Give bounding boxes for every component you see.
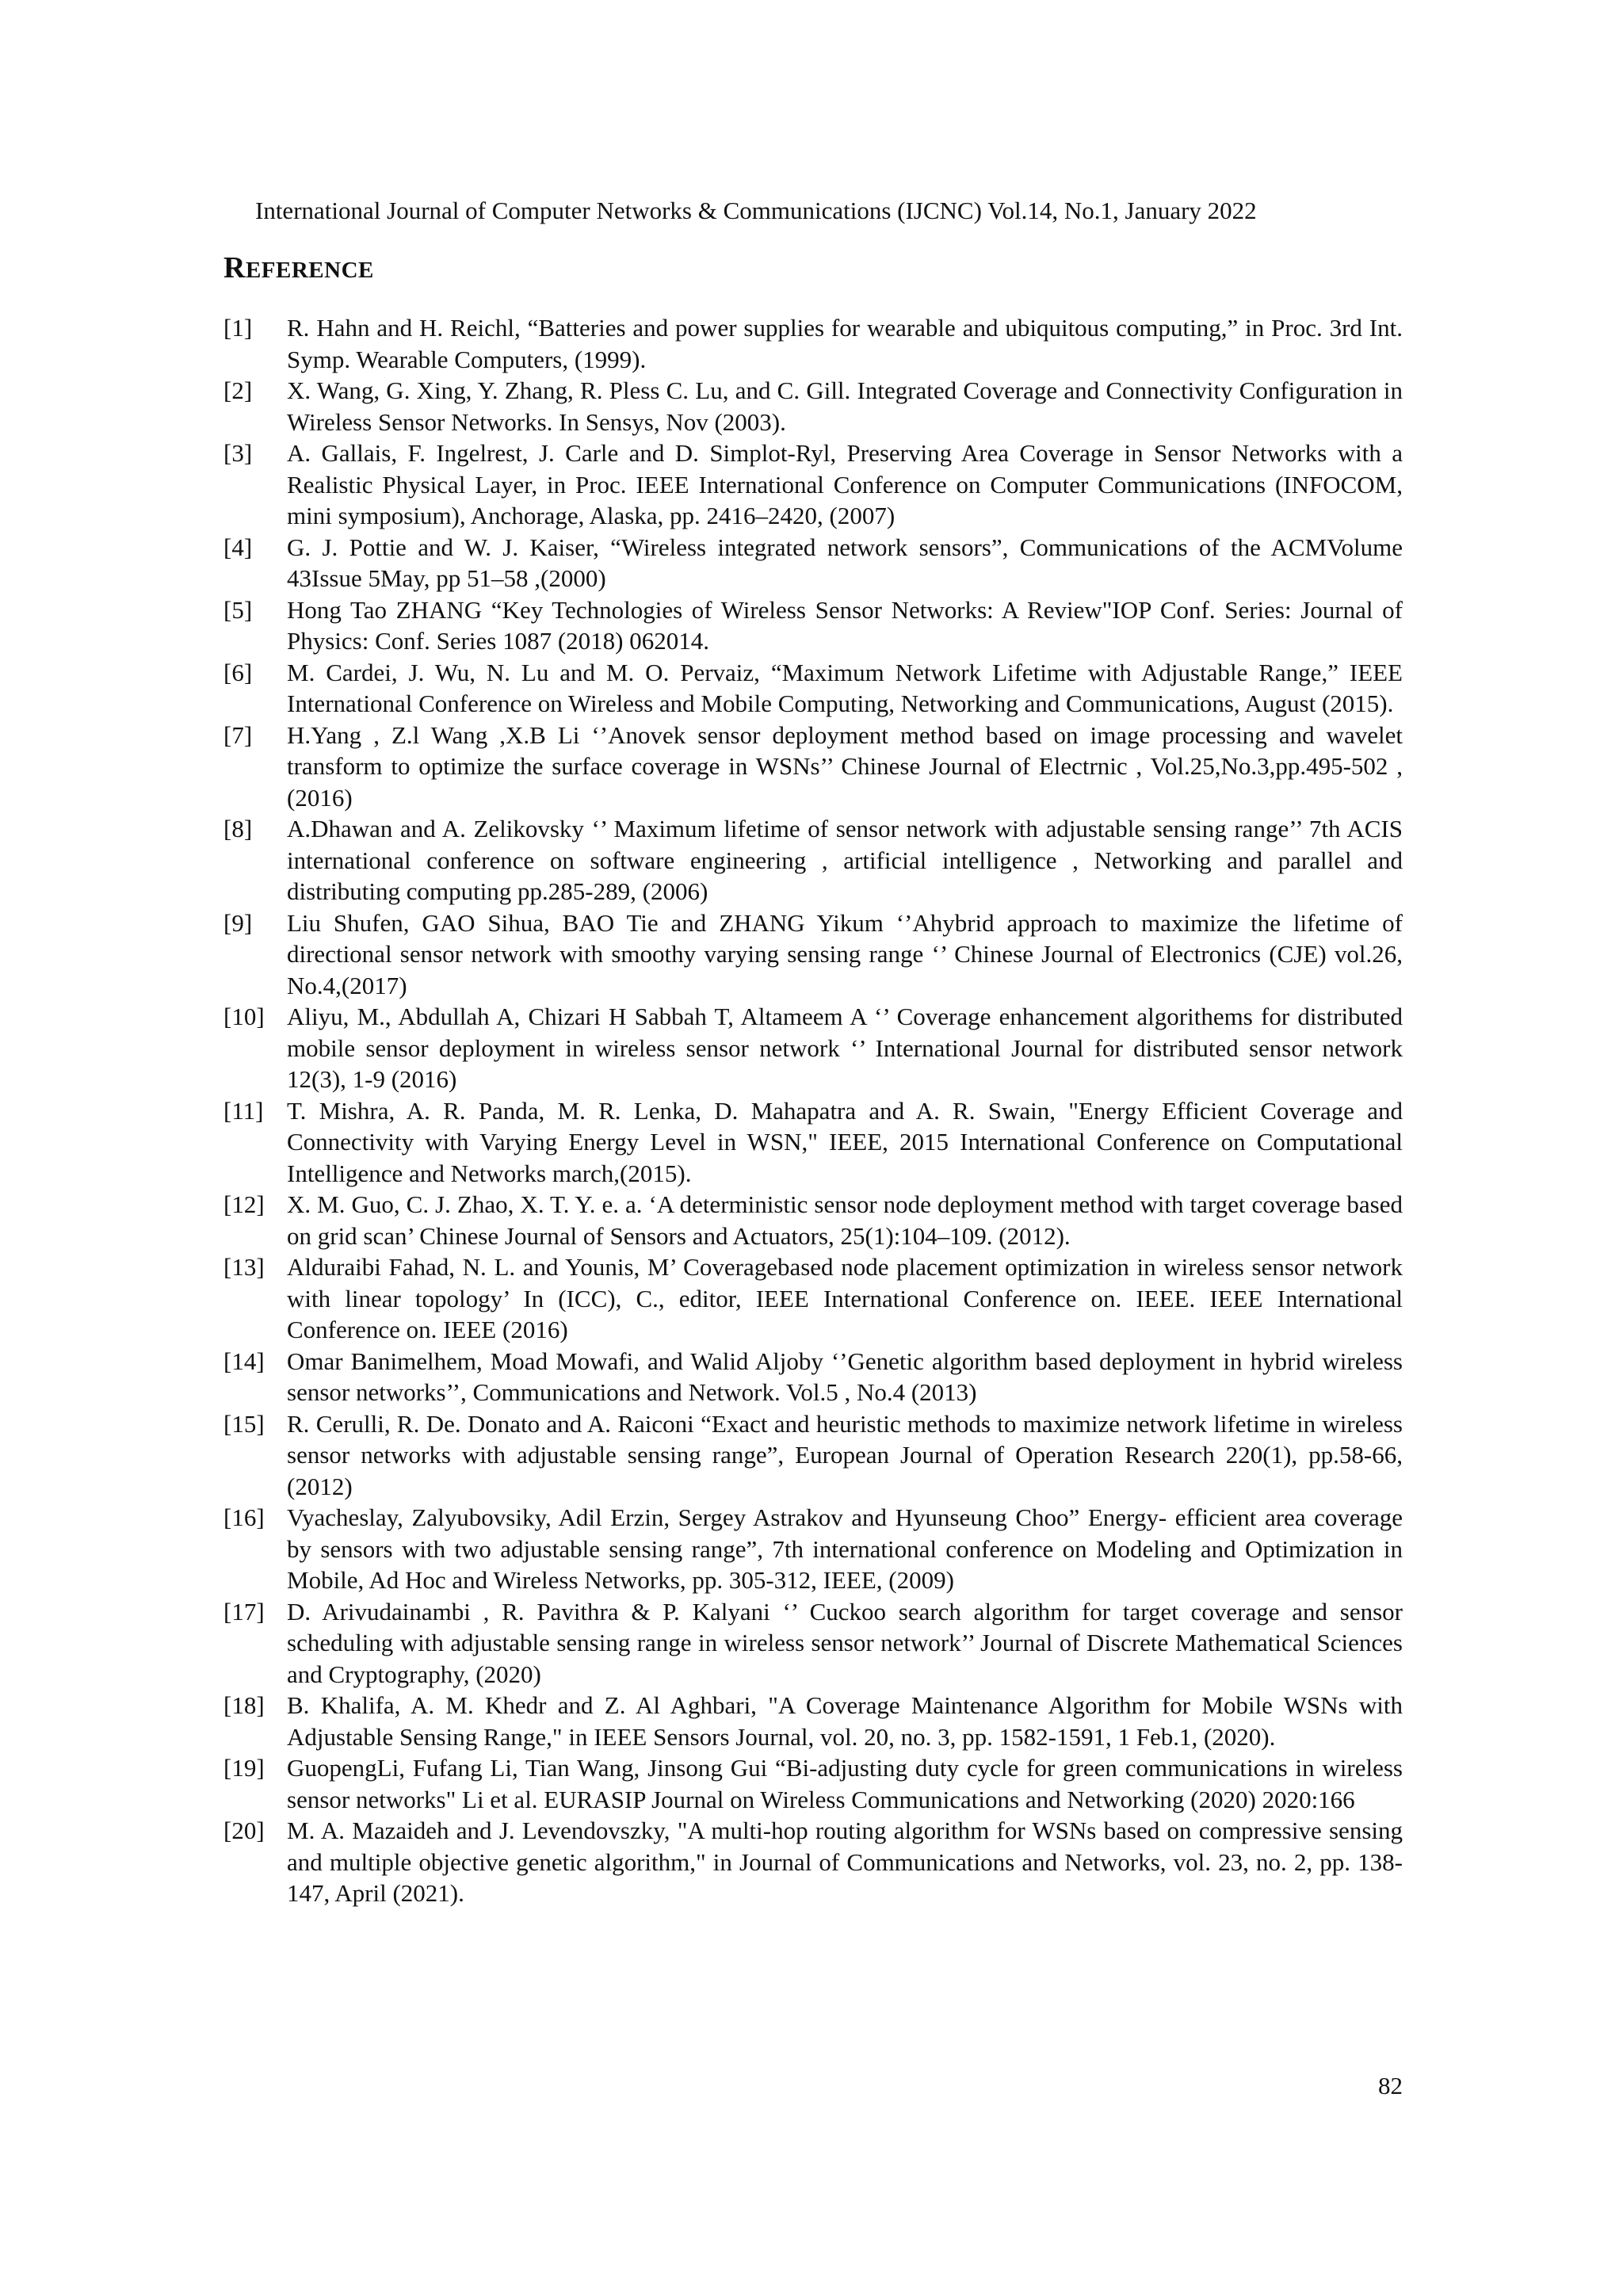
reference-text: A. Gallais, F. Ingelrest, J. Carle and D. Simplot-Ryl, Preserving Area Coverage in Sensor Networks with a Realistic Physical Layer, in Proc. IEEE International Conference on Computer Communications (INFOCOM, mini symposium), Anchorage, Alaska, pp. 2416–2420, (2007): [287, 439, 1403, 529]
reference-number: [16]: [223, 1503, 265, 1531]
reference-item: [223, 1815, 1403, 1909]
reference-number: [10]: [223, 1003, 265, 1030]
reference-number: [19]: [223, 1754, 265, 1782]
reference-text: Vyacheslay, Zalyubovsiky, Adil Erzin, Sergey Astrakov and Hyunseung Choo” Energy- efficient area coverage by sensors with two adjustable sensing range”, 7th international conference on Modeling and Optimization in Mobile, Ad Hoc and Wireless Networks, pp. 305-312, IEEE, (2009): [287, 1503, 1403, 1594]
reference-item: [223, 813, 1403, 907]
reference-number: [11]: [223, 1096, 264, 1125]
section-title-rest: EFERENCE: [245, 258, 374, 283]
reference-text: Omar Banimelhem, Moad Mowafi, and Walid Aljoby ‘’Genetic algorithm based deployment in hybrid wireless sensor networks’’, Communications and Network. Vol.5 , No.4 (2013): [287, 1347, 1403, 1406]
reference-item: [223, 907, 1403, 1002]
reference-number: [5]: [223, 595, 253, 624]
reference-item: [223, 1346, 1403, 1408]
reference-number: [6]: [223, 658, 253, 686]
reference-number: [2]: [223, 376, 253, 404]
reference-item: [223, 720, 1403, 814]
reference-number: [9]: [223, 908, 253, 937]
reference-number: [13]: [223, 1253, 265, 1281]
reference-text: H.Yang , Z.l Wang ,X.B Li ‘’Anovek sensor deployment method based on image processing and wavelet transform to optimize the surface coverage in WSNs’’ Chinese Journal of Electrnic , Vol.25,No.3,pp.495-502 , (2016): [287, 720, 1403, 812]
reference-item: [223, 1001, 1403, 1095]
reference-number: [1]: [223, 314, 253, 342]
running-header: International Journal of Computer Networks & Communications (IJCNC) Vol.14, No.1, January 2022: [255, 197, 1257, 224]
reference-item: [223, 437, 1403, 532]
reference-item: [223, 657, 1403, 720]
reference-number: [20]: [223, 1817, 265, 1844]
reference-text: D. Arivudainambi , R. Pavithra & P. Kalyani ‘’ Cuckoo search algorithm for target coverage and sensor scheduling with adjustable sensing range in wireless sensor network’’ Journal of Discrete Mathematical Sciences and Cryptography, (2020): [287, 1597, 1403, 1688]
reference-item: [223, 1095, 1403, 1190]
section-title: [223, 252, 374, 286]
reference-number: [8]: [223, 815, 253, 842]
reference-text: X. Wang, G. Xing, Y. Zhang, R. Pless C. Lu, and C. Gill. Integrated Coverage and Connectivity Configuration in Wireless Sensor Networks. In Sensys, Nov (2003).: [287, 376, 1403, 436]
reference-text: Liu Shufen, GAO Sihua, BAO Tie and ZHANG Yikum ‘’Ahybrid approach to maximize the lifetime of directional sensor network with smoothy varying sensing range ‘’ Chinese Journal of Electronics (CJE) vol.26, No.4,(2017): [287, 908, 1403, 999]
reference-number: [3]: [223, 439, 253, 467]
reference-text: M. A. Mazaideh and J. Levendovszky, "A multi-hop routing algorithm for WSNs based on compressive sensing and multiple objective genetic algorithm," in Journal of Communications and Networks, vol. 23, no. 2, pp. 138-147, April (2021).: [287, 1817, 1403, 1907]
reference-number: [17]: [223, 1597, 265, 1626]
reference-text: T. Mishra, A. R. Panda, M. R. Lenka, D. Mahapatra and A. R. Swain, "Energy Efficient Coverage and Connectivity with Varying Energy Level in WSN," IEEE, 2015 International Conference on Computational Intelligence and Networks march,(2015).: [287, 1096, 1403, 1187]
reference-number: [7]: [223, 720, 253, 749]
reference-item: [223, 312, 1403, 375]
reference-text: Aliyu, M., Abdullah A, Chizari H Sabbah T, Altameem A ‘’ Coverage enhancement algorithems for distributed mobile sensor deployment in wireless sensor network ‘’ International Journal for distributed sensor network 12(3), 1-9 (2016): [287, 1003, 1403, 1093]
reference-text: Hong Tao ZHANG “Key Technologies of Wireless Sensor Networks: A Review"IOP Conf. Series: Journal of Physics: Conf. Series 1087 (2018) 062014.: [287, 595, 1403, 655]
reference-item: [223, 532, 1403, 594]
reference-list: [223, 312, 1403, 1909]
reference-text: R. Hahn and H. Reichl, “Batteries and power supplies for wearable and ubiquitous computing,” in Proc. 3rd Int. Symp. Wearable Computers, (1999).: [287, 314, 1403, 373]
reference-text: M. Cardei, J. Wu, N. Lu and M. O. Pervaiz, “Maximum Network Lifetime with Adjustable Range,” IEEE International Conference on Wireless and Mobile Computing, Networking and Communications, August (2015).: [287, 658, 1403, 717]
reference-number: [18]: [223, 1691, 265, 1719]
reference-text: GuopengLi, Fufang Li, Tian Wang, Jinsong Gui “Bi-adjusting duty cycle for green communications in wireless sensor networks" Li et al. EURASIP Journal on Wireless Communications and Networking (2020) 2020:166: [287, 1754, 1403, 1813]
reference-item: [223, 375, 1403, 437]
reference-text: X. M. Guo, C. J. Zhao, X. T. Y. e. a. ‘A deterministic sensor node deployment method with target coverage based on grid scan’ Chinese Journal of Sensors and Actuators, 25(1):104–109. (2012).: [287, 1190, 1403, 1250]
reference-text: B. Khalifa, A. M. Khedr and Z. Al Aghbari, "A Coverage Maintenance Algorithm for Mobile WSNs with Adjustable Sensing Range," in IEEE Sensors Journal, vol. 20, no. 3, pp. 1582-1591, 1 Feb.1, (2020).: [287, 1691, 1403, 1751]
section-title-initial: R: [223, 251, 246, 285]
reference-text: R. Cerulli, R. De. Donato and A. Raiconi “Exact and heuristic methods to maximize network lifetime in wireless sensor networks with adjustable sensing range”, European Journal of Operation Research 220(1), pp.58-66, (2012): [287, 1409, 1403, 1500]
reference-item: [223, 1596, 1403, 1690]
reference-text: Alduraibi Fahad, N. L. and Younis, M’ Coveragebased node placement optimization in wireless sensor network with linear topology’ In (ICC), C., editor, IEEE International Conference on. IEEE. IEEE International Conference on. IEEE (2016): [287, 1253, 1403, 1343]
reference-text: G. J. Pottie and W. J. Kaiser, “Wireless integrated network sensors”, Communications of the ACMVolume 43Issue 5May, pp 51–58 ,(2000): [287, 533, 1403, 592]
reference-text: A.Dhawan and A. Zelikovsky ‘’ Maximum lifetime of sensor network with adjustable sensing range’’ 7th ACIS international conference on software engineering , artificial intelligence , Networking and parallel and distributing computing pp.285-289, (2006): [287, 815, 1403, 905]
reference-item: [223, 1502, 1403, 1596]
reference-number: [12]: [223, 1190, 265, 1218]
reference-number: [4]: [223, 533, 253, 561]
reference-item: [223, 1189, 1403, 1251]
reference-number: [14]: [223, 1347, 265, 1375]
reference-number: [15]: [223, 1409, 265, 1438]
reference-item: [223, 1408, 1403, 1503]
reference-item: [223, 594, 1403, 657]
reference-item: [223, 1690, 1403, 1752]
reference-item: [223, 1752, 1403, 1815]
reference-item: [223, 1251, 1403, 1346]
page-number: 82: [1378, 2072, 1403, 2099]
